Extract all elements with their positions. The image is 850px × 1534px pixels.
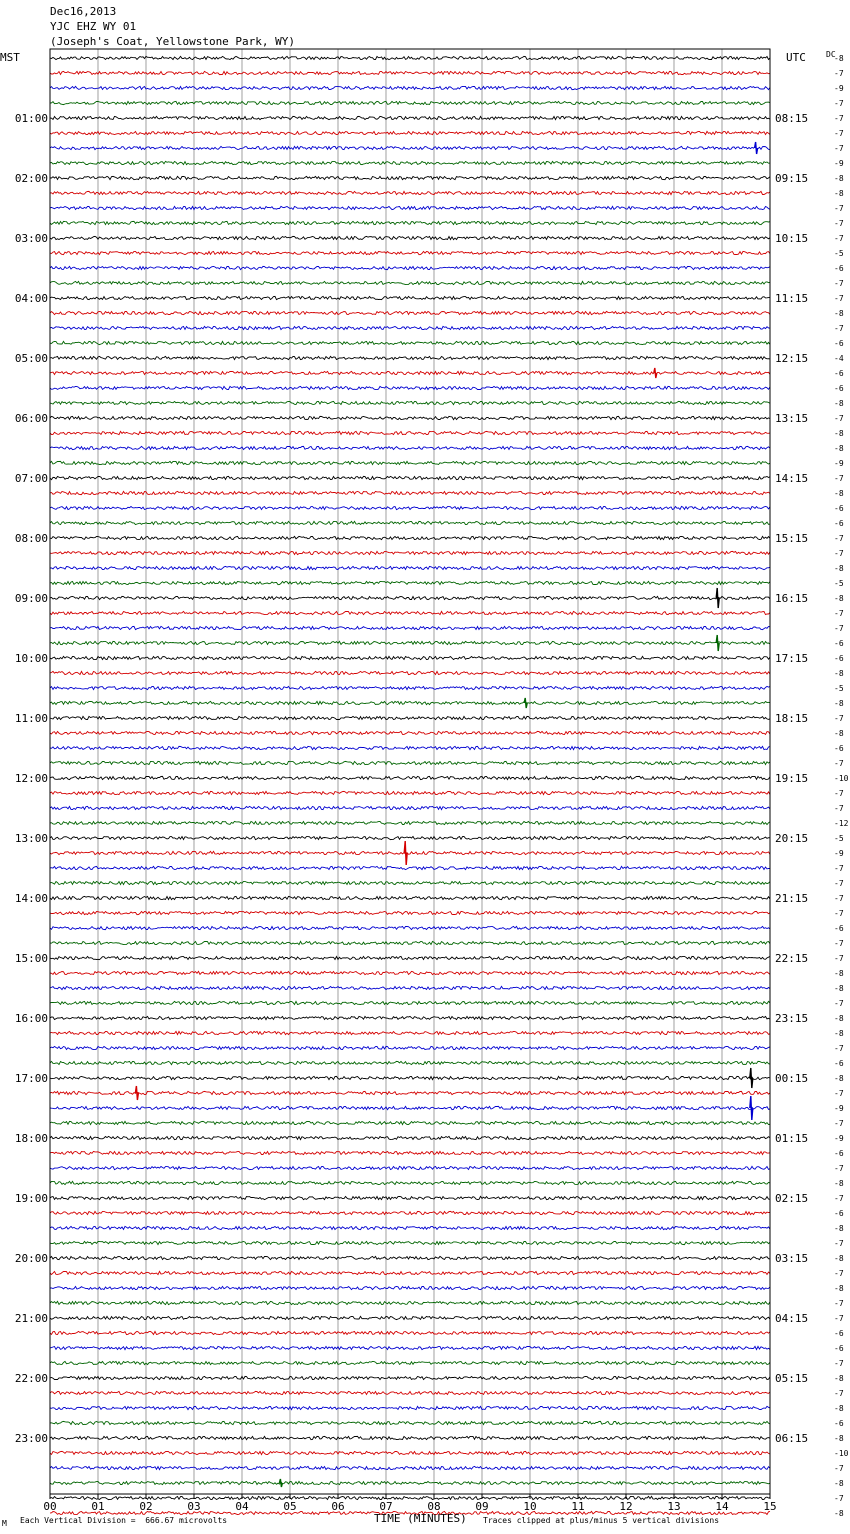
trace-row [50, 1121, 770, 1124]
x-tick-label: 14 [715, 1500, 729, 1513]
dc-offset-label: -6 [834, 369, 844, 378]
right-hour-label: 23:15 [775, 1012, 809, 1025]
trace-row [50, 581, 770, 584]
trace-row [50, 431, 770, 434]
trace-row [50, 461, 770, 464]
plot-date: Dec16,2013 [50, 5, 117, 18]
trace-row [50, 1106, 770, 1109]
trace-row [50, 1391, 770, 1394]
left-hour-label: 08:00 [14, 532, 48, 545]
dc-offset-label: -8 [834, 1254, 844, 1263]
trace-row [50, 521, 770, 524]
dc-offset-label: -8 [834, 1434, 844, 1443]
trace-row [50, 1361, 770, 1364]
dc-offset-label: -6 [834, 744, 844, 753]
trace-row [50, 476, 770, 479]
trace-row [50, 536, 770, 539]
dc-offset-label: -8 [834, 54, 844, 63]
dc-offset-label: -9 [834, 1104, 844, 1113]
event-spike [135, 1086, 138, 1100]
x-tick-label: 05 [283, 1500, 297, 1513]
dc-offset-label: -8 [834, 1479, 844, 1488]
x-tick-label: 06 [331, 1500, 345, 1513]
event-spike [279, 1479, 282, 1487]
left-hour-label: 18:00 [14, 1132, 48, 1145]
dc-offset-label: -8 [834, 1284, 844, 1293]
left-hour-label: 19:00 [14, 1192, 48, 1205]
dc-offset-label: -6 [834, 654, 844, 663]
dc-offset-label: -8 [834, 189, 844, 198]
dc-offset-label: -8 [834, 1224, 844, 1233]
dc-offset-label: -7 [834, 864, 844, 873]
trace-row [50, 1286, 770, 1289]
dc-offset-label: -6 [834, 504, 844, 513]
left-hour-label: 12:00 [14, 772, 48, 785]
dc-offset-label: -9 [834, 84, 844, 93]
trace-row [50, 1226, 770, 1229]
dc-offset-label: -6 [834, 339, 844, 348]
x-tick-label: 00 [43, 1500, 57, 1513]
dc-offset-label: -7 [834, 804, 844, 813]
trace-row [50, 101, 770, 104]
trace-row [50, 356, 770, 359]
trace-row [50, 1166, 770, 1169]
x-tick-label: 03 [187, 1500, 201, 1513]
x-tick-label: 01 [91, 1500, 105, 1513]
left-hour-label: 02:00 [14, 172, 48, 185]
dc-offset-label: -8 [834, 1179, 844, 1188]
right-hour-label: 16:15 [775, 592, 809, 605]
dc-offset-label: -7 [834, 894, 844, 903]
trace-row [50, 551, 770, 554]
trace-row [50, 1301, 770, 1304]
dc-offset-label: -8 [834, 1404, 844, 1413]
station-code: YJC EHZ WY 01 [50, 20, 137, 33]
dc-offset-label: -8 [834, 1014, 844, 1023]
dc-offset-label: -8 [834, 1374, 844, 1383]
trace-row [50, 221, 770, 224]
dc-offset-label: -7 [834, 939, 844, 948]
trace-row [50, 1001, 770, 1004]
trace-row [50, 1241, 770, 1244]
dc-offset-label: -7 [834, 1164, 844, 1173]
trace-row [50, 401, 770, 404]
trace-row [50, 1346, 770, 1349]
dc-offset-label: -6 [834, 1209, 844, 1218]
trace-row [50, 656, 770, 659]
x-tick-label: 02 [139, 1500, 153, 1513]
dc-offset-label: -6 [834, 1344, 844, 1353]
dc-offset-label: -7 [834, 909, 844, 918]
trace-row [50, 146, 770, 149]
dc-offset-label: -7 [834, 1494, 844, 1503]
trace-row [50, 971, 770, 974]
trace-row [50, 791, 770, 794]
dc-offset-label: -6 [834, 924, 844, 933]
trace-row [50, 671, 770, 674]
dc-offset-label: -7 [834, 1359, 844, 1368]
event-spike [524, 698, 527, 708]
trace-row [50, 881, 770, 884]
dc-offset-label: -8 [834, 1509, 844, 1518]
dc-offset-label: -6 [834, 384, 844, 393]
dc-offset-label: -7 [834, 99, 844, 108]
right-hour-label: 11:15 [775, 292, 809, 305]
trace-row [50, 236, 770, 239]
plot-frame [50, 49, 770, 1494]
trace-row [50, 716, 770, 719]
dc-offset-label: -7 [834, 714, 844, 723]
dc-offset-label: -6 [834, 1329, 844, 1338]
trace-row [50, 1061, 770, 1064]
dc-offset-label: -10 [834, 774, 849, 783]
dc-offset-label: -8 [834, 1074, 844, 1083]
footer-clip-note: Traces clipped at plus/minus 5 vertical divisions [483, 1516, 720, 1525]
dc-offset-label: -7 [834, 1389, 844, 1398]
trace-row [50, 311, 770, 314]
trace-row [50, 1136, 770, 1139]
trace-row [50, 911, 770, 914]
right-hour-label: 02:15 [775, 1192, 809, 1205]
dc-offset-label: -7 [834, 1089, 844, 1098]
left-hour-label: 22:00 [14, 1372, 48, 1385]
right-hour-label: 10:15 [775, 232, 809, 245]
dc-offset-label: -7 [834, 414, 844, 423]
dc-offset-label: -7 [834, 1194, 844, 1203]
dc-offset-label: -7 [834, 1119, 844, 1128]
dc-offset-label: -7 [834, 69, 844, 78]
left-hour-label: 13:00 [14, 832, 48, 845]
dc-offset-label: -7 [834, 609, 844, 618]
dc-offset-label: -6 [834, 1059, 844, 1068]
trace-row [50, 596, 770, 599]
left-hour-label: 11:00 [14, 712, 48, 725]
right-hour-label: 14:15 [775, 472, 809, 485]
trace-row [50, 176, 770, 179]
right-hour-label: 06:15 [775, 1432, 809, 1445]
footer-scale-note: Each Vertical Division = 666.67 microvolts [20, 1516, 228, 1525]
left-hour-label: 10:00 [14, 652, 48, 665]
event-spike [750, 1096, 753, 1120]
trace-row [50, 566, 770, 569]
dc-offset-label: -8 [834, 1029, 844, 1038]
left-hour-label: 15:00 [14, 952, 48, 965]
dc-offset-label: -7 [834, 219, 844, 228]
dc-offset-label: -7 [834, 324, 844, 333]
dc-offset-label: -8 [834, 564, 844, 573]
right-hour-label: 12:15 [775, 352, 809, 365]
trace-row [50, 1406, 770, 1409]
trace-row [50, 416, 770, 419]
right-hour-label: 15:15 [775, 532, 809, 545]
left-hour-label: 07:00 [14, 472, 48, 485]
trace-row [50, 446, 770, 449]
event-spike [755, 142, 758, 154]
right-hour-label: 01:15 [775, 1132, 809, 1145]
left-hour-label: 23:00 [14, 1432, 48, 1445]
trace-row [50, 1496, 770, 1499]
dc-offset-label: -8 [834, 984, 844, 993]
left-hour-label: 03:00 [14, 232, 48, 245]
trace-row [50, 731, 770, 734]
dc-offset-label: -7 [834, 534, 844, 543]
dc-offset-header: DC [826, 50, 836, 59]
trace-row [50, 86, 770, 89]
right-hour-label: 13:15 [775, 412, 809, 425]
dc-offset-label: -7 [834, 879, 844, 888]
trace-row [50, 56, 770, 59]
trace-row [50, 1016, 770, 1019]
trace-row [50, 1256, 770, 1259]
x-tick-label: 12 [619, 1500, 633, 1513]
trace-row [50, 836, 770, 839]
x-tick-label: 08 [427, 1500, 441, 1513]
dc-offset-label: -8 [834, 309, 844, 318]
dc-offset-label: -8 [834, 669, 844, 678]
x-tick-label: 04 [235, 1500, 249, 1513]
dc-offset-label: -7 [834, 234, 844, 243]
right-hour-label: 18:15 [775, 712, 809, 725]
trace-row [50, 1481, 770, 1484]
dc-offset-label: -7 [834, 474, 844, 483]
event-spike [404, 841, 407, 865]
trace-row [50, 131, 770, 134]
dc-offset-label: -7 [834, 624, 844, 633]
trace-row [50, 341, 770, 344]
footer-left-mark: M [2, 1519, 7, 1528]
trace-row [50, 611, 770, 614]
trace-row [50, 851, 770, 854]
dc-offset-label: -6 [834, 264, 844, 273]
trace-row [50, 1076, 770, 1079]
x-tick-label: 09 [475, 1500, 489, 1513]
trace-row [50, 746, 770, 749]
dc-offset-label: -5 [834, 684, 844, 693]
trace-row [50, 866, 770, 869]
right-hour-label: 03:15 [775, 1252, 809, 1265]
trace-row [50, 386, 770, 389]
trace-row [50, 296, 770, 299]
trace-row [50, 371, 770, 374]
event-spike [654, 368, 657, 378]
dc-offset-label: -4 [834, 354, 844, 363]
trace-row [50, 1331, 770, 1334]
trace-row [50, 821, 770, 824]
left-hour-label: 21:00 [14, 1312, 48, 1325]
dc-offset-label: -8 [834, 429, 844, 438]
right-hour-label: 08:15 [775, 112, 809, 125]
dc-offset-label: -9 [834, 159, 844, 168]
trace-row [50, 941, 770, 944]
right-hour-label: 21:15 [775, 892, 809, 905]
dc-offset-label: -7 [834, 954, 844, 963]
x-tick-label: 13 [667, 1500, 681, 1513]
left-hour-label: 05:00 [14, 352, 48, 365]
left-hour-label: 20:00 [14, 1252, 48, 1265]
right-timezone-label: UTC [786, 51, 806, 64]
trace-row [50, 1316, 770, 1319]
dc-offset-label: -7 [834, 789, 844, 798]
trace-row [50, 161, 770, 164]
trace-row [50, 701, 770, 704]
dc-offset-label: -7 [834, 1299, 844, 1308]
trace-row [50, 956, 770, 959]
dc-offset-label: -9 [834, 459, 844, 468]
trace-row [50, 506, 770, 509]
dc-offset-label: -7 [834, 1239, 844, 1248]
trace-row [50, 686, 770, 689]
trace-row [50, 491, 770, 494]
right-hour-label: 05:15 [775, 1372, 809, 1385]
dc-offset-label: -7 [834, 279, 844, 288]
trace-row [50, 1376, 770, 1379]
dc-offset-label: -10 [834, 1449, 849, 1458]
trace-row [50, 251, 770, 254]
dc-offset-label: -9 [834, 1134, 844, 1143]
right-hour-label: 19:15 [775, 772, 809, 785]
dc-offset-label: -12 [834, 819, 849, 828]
trace-row [50, 71, 770, 74]
dc-offset-label: -7 [834, 1464, 844, 1473]
trace-row [50, 926, 770, 929]
dc-offset-label: -7 [834, 114, 844, 123]
trace-row [50, 806, 770, 809]
trace-row [50, 896, 770, 899]
dc-offset-label: -7 [834, 144, 844, 153]
dc-offset-label: -7 [834, 204, 844, 213]
right-hour-label: 17:15 [775, 652, 809, 665]
event-spike [716, 635, 719, 651]
dc-offset-label: -5 [834, 249, 844, 258]
trace-row [50, 1421, 770, 1424]
right-hour-label: 04:15 [775, 1312, 809, 1325]
dc-offset-label: -6 [834, 1419, 844, 1428]
trace-row [50, 761, 770, 764]
dc-offset-label: -6 [834, 639, 844, 648]
left-hour-label: 04:00 [14, 292, 48, 305]
dc-offset-label: -6 [834, 1149, 844, 1158]
trace-row [50, 191, 770, 194]
dc-offset-label: -7 [834, 294, 844, 303]
trace-row [50, 626, 770, 629]
trace-row [50, 1196, 770, 1199]
right-hour-label: 00:15 [775, 1072, 809, 1085]
trace-row [50, 1271, 770, 1274]
dc-offset-label: -8 [834, 174, 844, 183]
x-tick-label: 07 [379, 1500, 393, 1513]
dc-offset-label: -7 [834, 999, 844, 1008]
event-spike [716, 588, 719, 608]
trace-row [50, 281, 770, 284]
left-hour-label: 17:00 [14, 1072, 48, 1085]
trace-row [50, 206, 770, 209]
left-hour-label: 06:00 [14, 412, 48, 425]
dc-offset-label: -9 [834, 849, 844, 858]
trace-row [50, 1466, 770, 1469]
dc-offset-label: -5 [834, 579, 844, 588]
left-hour-label: 16:00 [14, 1012, 48, 1025]
left-hour-label: 09:00 [14, 592, 48, 605]
left-hour-label: 14:00 [14, 892, 48, 905]
dc-offset-label: -7 [834, 759, 844, 768]
dc-offset-label: -7 [834, 549, 844, 558]
trace-row [50, 1031, 770, 1034]
dc-offset-label: -5 [834, 834, 844, 843]
left-hour-label: 01:00 [14, 112, 48, 125]
x-tick-label: 10 [523, 1500, 537, 1513]
left-timezone-label: MST [0, 51, 20, 64]
station-location: (Joseph's Coat, Yellowstone Park, WY) [50, 35, 296, 48]
trace-row [50, 326, 770, 329]
dc-offset-label: -8 [834, 444, 844, 453]
dc-offset-label: -7 [834, 129, 844, 138]
dc-offset-label: -8 [834, 594, 844, 603]
trace-row [50, 986, 770, 989]
x-axis-title: TIME (MINUTES) [374, 1512, 467, 1525]
dc-offset-label: -8 [834, 729, 844, 738]
dc-offset-label: -7 [834, 1044, 844, 1053]
dc-offset-label: -7 [834, 1314, 844, 1323]
x-tick-label: 11 [571, 1500, 585, 1513]
dc-offset-label: -6 [834, 519, 844, 528]
trace-row [50, 1091, 770, 1094]
trace-row [50, 1046, 770, 1049]
trace-row [50, 266, 770, 269]
dc-offset-label: -8 [834, 399, 844, 408]
trace-row [50, 776, 770, 779]
x-tick-label: 15 [763, 1500, 777, 1513]
dc-offset-label: -7 [834, 1269, 844, 1278]
dc-offset-label: -8 [834, 699, 844, 708]
trace-row [50, 1451, 770, 1454]
dc-offset-label: -8 [834, 969, 844, 978]
right-hour-label: 22:15 [775, 952, 809, 965]
trace-row [50, 116, 770, 119]
trace-row [50, 1181, 770, 1184]
trace-row [50, 641, 770, 644]
right-hour-label: 20:15 [775, 832, 809, 845]
trace-row [50, 1211, 770, 1214]
trace-row [50, 1436, 770, 1439]
trace-row [50, 1151, 770, 1154]
event-spike [750, 1068, 753, 1088]
right-hour-label: 09:15 [775, 172, 809, 185]
dc-offset-label: -8 [834, 489, 844, 498]
